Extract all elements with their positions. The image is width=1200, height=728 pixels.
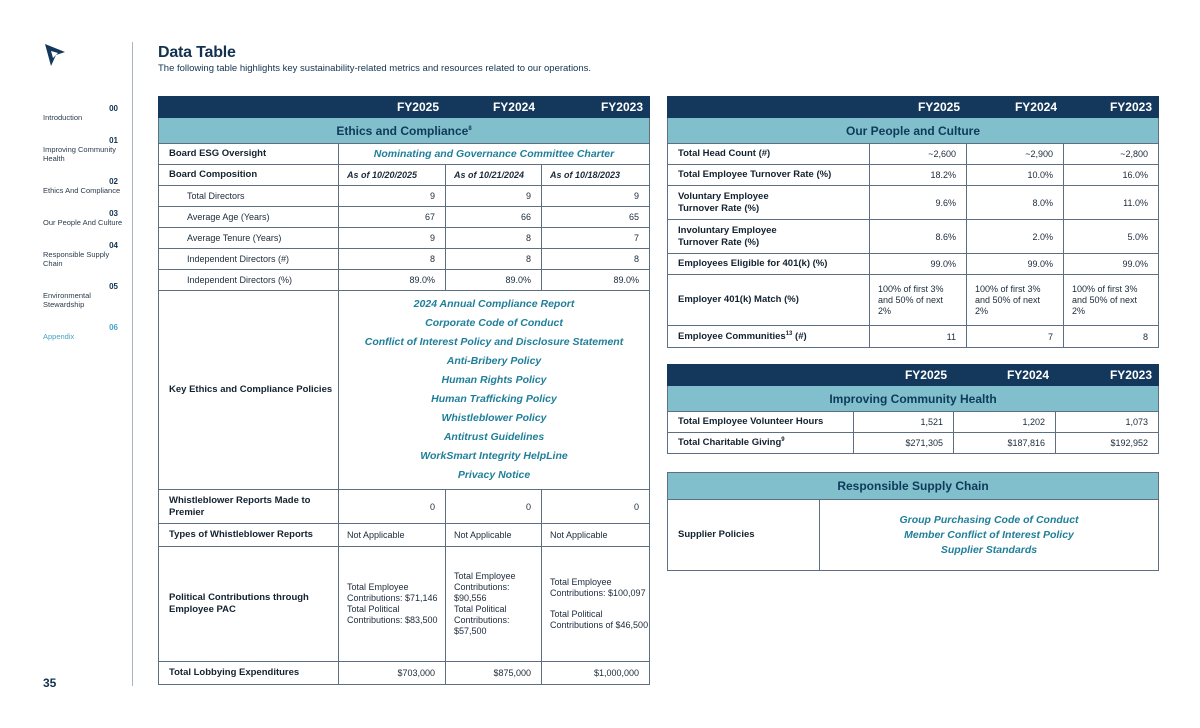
ethics-table <box>158 96 650 685</box>
value-cell: 8 <box>446 249 542 270</box>
row-label: Total Employee Volunteer Hours <box>668 412 854 433</box>
table-row <box>668 254 1159 275</box>
page-subtitle: The following table highlights key sustainability-related metrics and resources related to our operations. <box>158 63 592 74</box>
value-cell: 9 <box>339 186 446 207</box>
nav-item-supply-chain[interactable]: 04 Responsible Supply Chain <box>43 241 118 268</box>
row-label: Employee Communities$^{13}$ (#) <box>668 326 870 348</box>
value-cell: $192,952 <box>1056 433 1159 454</box>
year-header: FY2023 <box>1056 365 1159 386</box>
value-cell: 89.0% <box>446 270 542 291</box>
nav-item-ethics[interactable]: 02 Ethics And Compliance <box>43 177 121 195</box>
table-row <box>668 433 1159 454</box>
table-row <box>159 228 650 249</box>
value-cell: 100% of first 3% and 50% of next 2% <box>1064 275 1159 326</box>
table-row <box>668 165 1159 186</box>
row-label: Independent Directors (#) <box>159 249 339 270</box>
value-cell: 9 <box>446 186 542 207</box>
row-label: Total Directors <box>159 186 339 207</box>
table-row <box>159 524 650 547</box>
value-cell: 99.0% <box>967 254 1064 275</box>
table-row <box>159 270 650 291</box>
table-row <box>159 547 650 662</box>
table-row <box>159 662 650 685</box>
nav-item-environmental[interactable]: 05 Environmental Stewardship <box>43 282 118 309</box>
value-cell: 9 <box>542 186 650 207</box>
year-header: FY2023 <box>542 97 650 118</box>
table-row <box>159 207 650 228</box>
policy-links <box>339 291 650 490</box>
community-table <box>667 364 1159 454</box>
row-label: Whistleblower Reports Made to Premier <box>159 490 339 524</box>
value-cell: ~2,900 <box>967 144 1064 165</box>
value-cell: 1,521 <box>854 412 954 433</box>
policy-link[interactable]: Human Rights Policy <box>441 374 547 386</box>
section-title-ethics: Ethics and Compliance$^8$ <box>159 118 650 144</box>
value-cell: Total Employee Contributions: $71,146 Total Political Contributions: $83,500 <box>339 547 446 662</box>
value-cell: 66 <box>446 207 542 228</box>
value-cell: 99.0% <box>870 254 967 275</box>
nav-item-introduction[interactable]: 00 Introduction <box>43 104 118 122</box>
row-label: Supplier Policies <box>668 500 820 571</box>
value-cell: Total Employee Contributions: $100,097 Total Political Contributions of $46,500 <box>542 547 650 662</box>
premier-logo-icon <box>42 42 68 68</box>
value-cell: 100% of first 3% and 50% of next 2% <box>967 275 1064 326</box>
row-label: Average Tenure (Years) <box>159 228 339 249</box>
header-spacer <box>668 365 854 386</box>
value-cell: ~2,800 <box>1064 144 1159 165</box>
table-row <box>159 490 650 524</box>
date-cell: As of 10/21/2024 <box>446 165 542 186</box>
value-cell: 9 <box>339 228 446 249</box>
governance-charter-link[interactable]: Nominating and Governance Committee Charter <box>339 144 650 165</box>
value-cell: 99.0% <box>1064 254 1159 275</box>
value-cell: 67 <box>339 207 446 228</box>
section-nav <box>43 104 128 355</box>
nav-item-appendix[interactable]: 06 Appendix <box>43 323 118 341</box>
policy-link[interactable]: Corporate Code of Conduct <box>425 317 563 329</box>
row-label: Political Contributions through Employee PAC <box>159 547 339 662</box>
table-row <box>159 186 650 207</box>
header-spacer <box>159 97 339 118</box>
row-label: Board Composition <box>159 165 339 186</box>
supplier-policy-link[interactable]: Group Purchasing Code of Conduct <box>899 513 1079 526</box>
value-cell: 8 <box>339 249 446 270</box>
year-header: FY2024 <box>967 97 1064 118</box>
row-label: Total Charitable Giving$^9$ <box>668 433 854 454</box>
value-cell: $875,000 <box>446 662 542 685</box>
value-cell: 11 <box>870 326 967 348</box>
value-cell: 7 <box>967 326 1064 348</box>
row-label: Voluntary Employee Turnover Rate (%) <box>668 186 870 220</box>
people-table <box>667 96 1159 348</box>
value-cell: 8 <box>446 228 542 249</box>
table-row <box>668 144 1159 165</box>
supply-table <box>667 472 1159 571</box>
policy-link[interactable]: Whistleblower Policy <box>441 412 547 424</box>
table-row <box>159 249 650 270</box>
value-cell: 1,202 <box>954 412 1056 433</box>
supplier-policy-link[interactable]: Member Conflict of Interest Policy <box>904 528 1074 541</box>
row-label: Total Lobbying Expenditures <box>159 662 339 685</box>
nav-item-people[interactable]: 03 Our People And Culture <box>43 209 123 227</box>
table-row <box>668 326 1159 348</box>
value-cell: 5.0% <box>1064 220 1159 254</box>
header-spacer <box>668 97 870 118</box>
table-row <box>668 220 1159 254</box>
row-label: Independent Directors (%) <box>159 270 339 291</box>
value-cell: 2.0% <box>967 220 1064 254</box>
value-cell: 0 <box>446 490 542 524</box>
value-cell: 18.2% <box>870 165 967 186</box>
table-row <box>668 412 1159 433</box>
row-label: Total Employee Turnover Rate (%) <box>668 165 870 186</box>
row-label: Total Head Count (#) <box>668 144 870 165</box>
value-cell: Not Applicable <box>339 524 446 547</box>
table-row <box>668 186 1159 220</box>
section-title-community: Improving Community Health <box>668 386 1159 412</box>
value-cell: 1,073 <box>1056 412 1159 433</box>
value-cell: $703,000 <box>339 662 446 685</box>
row-label: Key Ethics and Compliance Policies <box>159 291 339 490</box>
page-number: 35 <box>43 676 57 690</box>
row-label: Board ESG Oversight <box>159 144 339 165</box>
value-cell: 8.0% <box>967 186 1064 220</box>
value-cell: $187,816 <box>954 433 1056 454</box>
section-title-people: Our People and Culture <box>668 118 1159 144</box>
value-cell: $271,305 <box>854 433 954 454</box>
divider-line <box>132 42 133 686</box>
value-cell: 9.6% <box>870 186 967 220</box>
policy-link[interactable]: Conflict of Interest Policy and Disclosure Statement <box>364 336 624 348</box>
policy-link[interactable]: Antitrust Guidelines <box>443 431 545 443</box>
year-header: FY2023 <box>1064 97 1159 118</box>
value-cell: Total Employee Contributions: $90,556 Total Political Contributions: $57,500 <box>446 547 542 662</box>
supplier-policy-links <box>820 500 1159 571</box>
year-header: FY2024 <box>954 365 1056 386</box>
supplier-policy-link[interactable]: Supplier Standards <box>940 543 1038 556</box>
date-cell: As of 10/18/2023 <box>542 165 650 186</box>
value-cell: 11.0% <box>1064 186 1159 220</box>
row-label: Average Age (Years) <box>159 207 339 228</box>
value-cell: 89.0% <box>542 270 650 291</box>
row-label: Employer 401(k) Match (%) <box>668 275 870 326</box>
value-cell: $1,000,000 <box>542 662 650 685</box>
row-label: Employees Eligible for 401(k) (%) <box>668 254 870 275</box>
value-cell: 0 <box>339 490 446 524</box>
value-cell: 0 <box>542 490 650 524</box>
policy-link[interactable]: Anti-Bribery Policy <box>446 355 542 367</box>
policy-link[interactable]: WorkSmart Integrity HelpLine <box>420 450 568 462</box>
value-cell: 100% of first 3% and 50% of next 2% <box>870 275 967 326</box>
value-cell: 8.6% <box>870 220 967 254</box>
row-label: Types of Whistleblower Reports <box>159 524 339 547</box>
year-header: FY2025 <box>854 365 954 386</box>
year-header: FY2025 <box>870 97 967 118</box>
value-cell: Not Applicable <box>542 524 650 547</box>
value-cell: Not Applicable <box>446 524 542 547</box>
page-title: Data Table <box>158 44 236 61</box>
value-cell: 8 <box>542 249 650 270</box>
value-cell: 7 <box>542 228 650 249</box>
value-cell: 8 <box>1064 326 1159 348</box>
policy-link[interactable]: Privacy Notice <box>457 469 531 481</box>
date-cell: As of 10/20/2025 <box>339 165 446 186</box>
value-cell: 16.0% <box>1064 165 1159 186</box>
section-title-supply: Responsible Supply Chain <box>668 473 1159 500</box>
year-header: FY2025 <box>339 97 446 118</box>
value-cell: 10.0% <box>967 165 1064 186</box>
value-cell: ~2,600 <box>870 144 967 165</box>
policy-link[interactable]: Human Trafficking Policy <box>431 393 557 405</box>
nav-item-community-health[interactable]: 01 Improving Community Health <box>43 136 118 163</box>
policy-link[interactable]: 2024 Annual Compliance Report <box>413 298 575 310</box>
table-row <box>668 275 1159 326</box>
row-label: Involuntary Employee Turnover Rate (%) <box>668 220 870 254</box>
year-header: FY2024 <box>446 97 542 118</box>
value-cell: 89.0% <box>339 270 446 291</box>
value-cell: 65 <box>542 207 650 228</box>
